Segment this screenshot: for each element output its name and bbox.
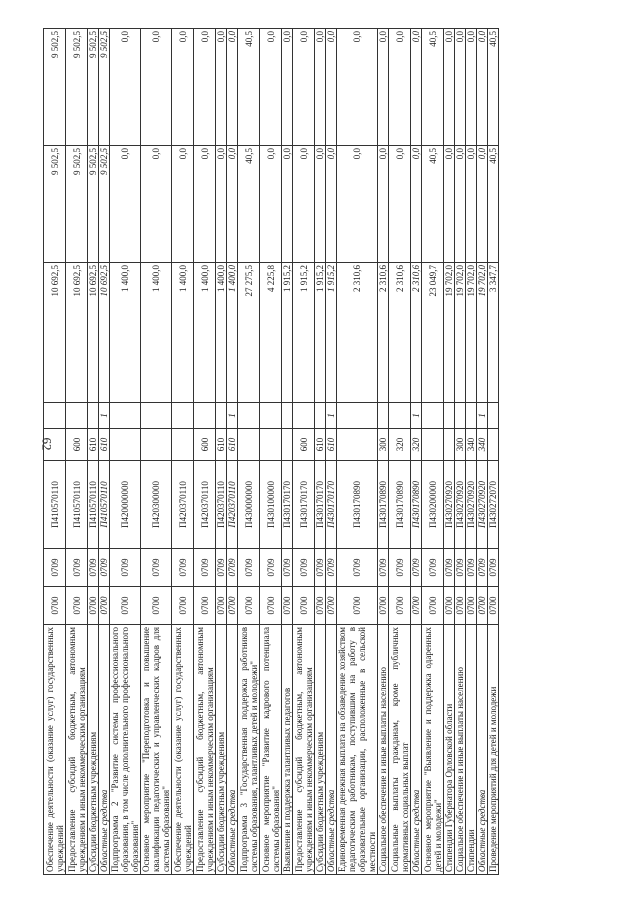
- expense-type-code: 320: [389, 429, 411, 461]
- subsection-code: 0709: [411, 549, 422, 587]
- row-name: Областные средства: [411, 625, 422, 875]
- table-row: [44, 29, 66, 875]
- table-row: [66, 29, 88, 875]
- target-article-code: П420370110: [194, 461, 216, 549]
- row-name: Субсидии бюджетным учреждениям: [88, 625, 99, 875]
- subsection-code: 0709: [444, 549, 455, 587]
- amount-year-2: 9 502,5: [44, 146, 66, 263]
- subsection-code: 0709: [216, 549, 227, 587]
- budget-table: [43, 28, 499, 875]
- expense-type-code: 340: [466, 429, 477, 461]
- funding-source-code: [44, 403, 66, 429]
- target-article-code: П420000000: [110, 461, 141, 549]
- target-article-code: П430170170: [326, 461, 337, 549]
- amount-year-3: 0,0: [227, 29, 238, 146]
- subsection-code: 0709: [260, 549, 282, 587]
- expense-type-code: 340: [477, 429, 488, 461]
- section-code: 0700: [444, 587, 455, 625]
- section-code: 0700: [411, 587, 422, 625]
- row-name: Подпрограмма 3 "Государственная поддержка работников системы образования, талантливых детей и молодежи": [238, 625, 260, 875]
- subsection-code: 0709: [466, 549, 477, 587]
- row-name: Субсидии бюджетным учреждениям: [315, 625, 326, 875]
- budget-table-body: [44, 29, 499, 875]
- amount-year-2: 0,0: [216, 146, 227, 263]
- table-row: [411, 29, 422, 875]
- expense-type-code: [488, 429, 499, 461]
- target-article-code: П420300000: [141, 461, 172, 549]
- amount-year-3: 40,5: [422, 29, 444, 146]
- funding-source-code: 1: [477, 403, 488, 429]
- amount-year-3: 0,0: [337, 29, 378, 146]
- expense-type-code: 300: [378, 429, 389, 461]
- amount-year-2: 0,0: [293, 146, 315, 263]
- expense-type-code: [444, 429, 455, 461]
- amount-year-3: 0,0: [477, 29, 488, 146]
- section-code: 0700: [488, 587, 499, 625]
- section-code: 0700: [110, 587, 141, 625]
- amount-year-3: 9 502,5: [44, 29, 66, 146]
- expense-type-code: 610: [227, 429, 238, 461]
- section-code: 0700: [378, 587, 389, 625]
- amount-year-2: 40,5: [238, 146, 260, 263]
- budget-table-sheet: [43, 29, 613, 875]
- row-name: Субсидии бюджетным учреждениям: [216, 625, 227, 875]
- amount-year-1: 19 702,0: [455, 263, 466, 403]
- section-code: 0700: [315, 587, 326, 625]
- amount-year-1: 2 310,6: [378, 263, 389, 403]
- amount-year-1: 1 915,2: [326, 263, 337, 403]
- subsection-code: 0709: [315, 549, 326, 587]
- section-code: 0700: [141, 587, 172, 625]
- amount-year-1: 1 400,0: [172, 263, 194, 403]
- expense-type-code: 610: [88, 429, 99, 461]
- funding-source-code: [293, 403, 315, 429]
- section-code: 0700: [172, 587, 194, 625]
- amount-year-2: 0,0: [411, 146, 422, 263]
- section-code: 0700: [337, 587, 378, 625]
- funding-source-code: [444, 403, 455, 429]
- amount-year-2: 0,0: [282, 146, 293, 263]
- row-name: Стипендии Губернатора Орловской области: [444, 625, 455, 875]
- amount-year-1: 1 400,0: [141, 263, 172, 403]
- table-row: [326, 29, 337, 875]
- amount-year-1: 1 915,2: [282, 263, 293, 403]
- target-article-code: П420370110: [216, 461, 227, 549]
- amount-year-3: 0,0: [455, 29, 466, 146]
- amount-year-1: 10 692,5: [88, 263, 99, 403]
- amount-year-1: 23 049,7: [422, 263, 444, 403]
- target-article-code: П430170890: [389, 461, 411, 549]
- subsection-code: 0709: [227, 549, 238, 587]
- subsection-code: 0709: [477, 549, 488, 587]
- funding-source-code: [466, 403, 477, 429]
- row-name: Областные средства: [477, 625, 488, 875]
- amount-year-3: 0,0: [172, 29, 194, 146]
- table-row: [194, 29, 216, 875]
- table-row: [216, 29, 227, 875]
- amount-year-1: 27 275,5: [238, 263, 260, 403]
- row-name: Проведение мероприятий для детей и молодежи: [488, 625, 499, 875]
- section-code: 0700: [389, 587, 411, 625]
- amount-year-2: 0,0: [444, 146, 455, 263]
- amount-year-1: 1 400,0: [110, 263, 141, 403]
- target-article-code: П430270920: [477, 461, 488, 549]
- expense-type-code: 600: [66, 429, 88, 461]
- funding-source-code: 1: [99, 403, 110, 429]
- amount-year-2: 0,0: [466, 146, 477, 263]
- target-article-code: П430270920: [455, 461, 466, 549]
- target-article-code: П430270920: [466, 461, 477, 549]
- amount-year-1: 19 702,0: [444, 263, 455, 403]
- row-name: Основное мероприятие "Выявление и поддержка одаренных детей и молодежи": [422, 625, 444, 875]
- subsection-code: 0709: [282, 549, 293, 587]
- section-code: 0700: [99, 587, 110, 625]
- target-article-code: П410570110: [66, 461, 88, 549]
- row-name: Областные средства: [227, 625, 238, 875]
- amount-year-2: 9 502,5: [88, 146, 99, 263]
- target-article-code: П410570110: [44, 461, 66, 549]
- amount-year-2: 0,0: [110, 146, 141, 263]
- subsection-code: 0709: [88, 549, 99, 587]
- funding-source-code: 1: [411, 403, 422, 429]
- section-code: 0700: [216, 587, 227, 625]
- funding-source-code: 1: [227, 403, 238, 429]
- amount-year-2: 0,0: [141, 146, 172, 263]
- row-name: Областные средства: [326, 625, 337, 875]
- amount-year-3: 0,0: [260, 29, 282, 146]
- section-code: 0700: [260, 587, 282, 625]
- table-row: [488, 29, 499, 875]
- expense-type-code: [282, 429, 293, 461]
- row-name: Предоставление субсидий бюджетным, автономным учреждениям и иным некоммерческим организациям: [293, 625, 315, 875]
- target-article-code: П430100000: [260, 461, 282, 549]
- row-name: Основное мероприятие "Переподготовка и повышение квалификации педагогических и управленческих кадров для системы образования": [141, 625, 172, 875]
- funding-source-code: [66, 403, 88, 429]
- target-article-code: П430170170: [282, 461, 293, 549]
- table-row: [141, 29, 172, 875]
- subsection-code: 0709: [141, 549, 172, 587]
- table-row: [466, 29, 477, 875]
- amount-year-2: 0,0: [315, 146, 326, 263]
- amount-year-3: 40,5: [488, 29, 499, 146]
- amount-year-1: 1 915,2: [293, 263, 315, 403]
- expense-type-code: 610: [315, 429, 326, 461]
- funding-source-code: [110, 403, 141, 429]
- amount-year-2: 0,0: [326, 146, 337, 263]
- amount-year-2: 0,0: [477, 146, 488, 263]
- target-article-code: П430000000: [238, 461, 260, 549]
- expense-type-code: 600: [293, 429, 315, 461]
- amount-year-3: 0,0: [466, 29, 477, 146]
- expense-type-code: 300: [455, 429, 466, 461]
- table-row: [88, 29, 99, 875]
- expense-type-code: 610: [216, 429, 227, 461]
- subsection-code: 0709: [455, 549, 466, 587]
- amount-year-3: 0,0: [444, 29, 455, 146]
- table-row: [227, 29, 238, 875]
- table-row: [260, 29, 282, 875]
- expense-type-code: 320: [411, 429, 422, 461]
- funding-source-code: [422, 403, 444, 429]
- target-article-code: П410570110: [99, 461, 110, 549]
- subsection-code: 0709: [293, 549, 315, 587]
- amount-year-3: 0,0: [282, 29, 293, 146]
- amount-year-2: 40,5: [422, 146, 444, 263]
- subsection-code: 0709: [66, 549, 88, 587]
- amount-year-1: 10 692,5: [66, 263, 88, 403]
- target-article-code: П430170890: [411, 461, 422, 549]
- target-article-code: П430170170: [315, 461, 326, 549]
- amount-year-1: 10 692,5: [44, 263, 66, 403]
- amount-year-3: 0,0: [216, 29, 227, 146]
- amount-year-3: 40,5: [238, 29, 260, 146]
- row-name: Подпрограмма 2 "Развитие системы профессионального образования, в том числе дополнительного профессионального образования": [110, 625, 141, 875]
- subsection-code: 0709: [326, 549, 337, 587]
- target-article-code: П430270920: [444, 461, 455, 549]
- amount-year-2: 0,0: [389, 146, 411, 263]
- target-article-code: П420370110: [172, 461, 194, 549]
- row-name: Социальное обеспечение и иные выплаты населению: [455, 625, 466, 875]
- section-code: 0700: [88, 587, 99, 625]
- funding-source-code: [260, 403, 282, 429]
- row-name: Выявление и поддержка талантливых педагогов: [282, 625, 293, 875]
- section-code: 0700: [282, 587, 293, 625]
- subsection-code: 0709: [110, 549, 141, 587]
- expense-type-code: [260, 429, 282, 461]
- table-row: [282, 29, 293, 875]
- row-name: Предоставление субсидий бюджетным, автономным учреждениям и иным некоммерческим организациям: [194, 625, 216, 875]
- row-name: Основное мероприятие "Развитие кадрового потенциала системы образования": [260, 625, 282, 875]
- amount-year-3: 0,0: [326, 29, 337, 146]
- section-code: 0700: [477, 587, 488, 625]
- section-code: 0700: [238, 587, 260, 625]
- subsection-code: 0709: [337, 549, 378, 587]
- amount-year-2: 0,0: [260, 146, 282, 263]
- target-article-code: П430272070: [488, 461, 499, 549]
- funding-source-code: [315, 403, 326, 429]
- subsection-code: 0709: [238, 549, 260, 587]
- table-row: [477, 29, 488, 875]
- section-code: 0700: [66, 587, 88, 625]
- expense-type-code: [44, 429, 66, 461]
- amount-year-3: 0,0: [293, 29, 315, 146]
- section-code: 0700: [326, 587, 337, 625]
- funding-source-code: [337, 403, 378, 429]
- funding-source-code: [378, 403, 389, 429]
- expense-type-code: 610: [326, 429, 337, 461]
- amount-year-1: 1 915,2: [315, 263, 326, 403]
- amount-year-1: 19 702,0: [466, 263, 477, 403]
- table-row: [110, 29, 141, 875]
- target-article-code: П430170170: [293, 461, 315, 549]
- table-row: [172, 29, 194, 875]
- expense-type-code: 610: [99, 429, 110, 461]
- funding-source-code: [141, 403, 172, 429]
- table-row: [455, 29, 466, 875]
- amount-year-1: 10 692,5: [99, 263, 110, 403]
- row-name: Областные средства: [99, 625, 110, 875]
- row-name: Обеспечение деятельности (оказание услуг) государственных учреждений: [172, 625, 194, 875]
- amount-year-1: 4 225,8: [260, 263, 282, 403]
- funding-source-code: [389, 403, 411, 429]
- amount-year-2: 9 502,5: [66, 146, 88, 263]
- table-row: [422, 29, 444, 875]
- row-name: Социальные выплаты гражданам, кроме публичных нормативных социальных выплат: [389, 625, 411, 875]
- target-article-code: П430170890: [337, 461, 378, 549]
- amount-year-1: 2 310,6: [411, 263, 422, 403]
- subsection-code: 0709: [389, 549, 411, 587]
- row-name: Социальное обеспечение и иные выплаты населению: [378, 625, 389, 875]
- section-code: 0700: [455, 587, 466, 625]
- expense-type-code: [110, 429, 141, 461]
- target-article-code: П420370110: [227, 461, 238, 549]
- target-article-code: П430200000: [422, 461, 444, 549]
- table-row: [99, 29, 110, 875]
- amount-year-3: 0,0: [141, 29, 172, 146]
- table-row: [315, 29, 326, 875]
- table-row: [337, 29, 378, 875]
- amount-year-3: 9 502,5: [88, 29, 99, 146]
- amount-year-1: 1 400,0: [194, 263, 216, 403]
- subsection-code: 0709: [422, 549, 444, 587]
- section-code: 0700: [227, 587, 238, 625]
- expense-type-code: [172, 429, 194, 461]
- section-code: 0700: [293, 587, 315, 625]
- funding-source-code: [172, 403, 194, 429]
- table-row: [378, 29, 389, 875]
- amount-year-2: 0,0: [455, 146, 466, 263]
- funding-source-code: [282, 403, 293, 429]
- amount-year-2: 0,0: [378, 146, 389, 263]
- target-article-code: П410570110: [88, 461, 99, 549]
- expense-type-code: 600: [194, 429, 216, 461]
- row-name: Обеспечение деятельности (оказание услуг) государственных учреждений: [44, 625, 66, 875]
- table-row: [389, 29, 411, 875]
- amount-year-3: 9 502,5: [66, 29, 88, 146]
- table-row: [293, 29, 315, 875]
- amount-year-1: 1 400,0: [227, 263, 238, 403]
- expense-type-code: [141, 429, 172, 461]
- subsection-code: 0709: [44, 549, 66, 587]
- row-name: Единовременная денежная выплата на обзаведение хозяйством педагогическим работникам, поступившим на работу в образовательные организации, расположенные в сельской местности: [337, 625, 378, 875]
- amount-year-3: 0,0: [110, 29, 141, 146]
- subsection-code: 0709: [378, 549, 389, 587]
- amount-year-1: 2 310,6: [337, 263, 378, 403]
- expense-type-code: [238, 429, 260, 461]
- target-article-code: П430170890: [378, 461, 389, 549]
- funding-source-code: [455, 403, 466, 429]
- section-code: 0700: [44, 587, 66, 625]
- amount-year-2: 9 502,5: [99, 146, 110, 263]
- section-code: 0700: [466, 587, 477, 625]
- table-row: [238, 29, 260, 875]
- row-name: Предоставление субсидий бюджетным, автономным учреждениям и иным некоммерческим организациям: [66, 625, 88, 875]
- section-code: 0700: [422, 587, 444, 625]
- amount-year-3: 0,0: [378, 29, 389, 146]
- expense-type-code: [337, 429, 378, 461]
- amount-year-3: 0,0: [411, 29, 422, 146]
- amount-year-2: 0,0: [194, 146, 216, 263]
- subsection-code: 0709: [488, 549, 499, 587]
- amount-year-2: 0,0: [172, 146, 194, 263]
- amount-year-3: 0,0: [389, 29, 411, 146]
- expense-type-code: [422, 429, 444, 461]
- page-number: 62: [39, 437, 55, 451]
- amount-year-1: 2 310,6: [389, 263, 411, 403]
- amount-year-3: 9 502,5: [99, 29, 110, 146]
- amount-year-1: 3 347,7: [488, 263, 499, 403]
- amount-year-2: 40,5: [488, 146, 499, 263]
- subsection-code: 0709: [172, 549, 194, 587]
- funding-source-code: [238, 403, 260, 429]
- subsection-code: 0709: [99, 549, 110, 587]
- row-name: Стипендии: [466, 625, 477, 875]
- amount-year-3: 0,0: [315, 29, 326, 146]
- section-code: 0700: [194, 587, 216, 625]
- funding-source-code: [88, 403, 99, 429]
- funding-source-code: [194, 403, 216, 429]
- amount-year-1: 1 400,0: [216, 263, 227, 403]
- amount-year-1: 19 702,0: [477, 263, 488, 403]
- amount-year-2: 0,0: [227, 146, 238, 263]
- funding-source-code: [216, 403, 227, 429]
- funding-source-code: 1: [326, 403, 337, 429]
- funding-source-code: [488, 403, 499, 429]
- table-row: [444, 29, 455, 875]
- amount-year-2: 0,0: [337, 146, 378, 263]
- amount-year-3: 0,0: [194, 29, 216, 146]
- subsection-code: 0709: [194, 549, 216, 587]
